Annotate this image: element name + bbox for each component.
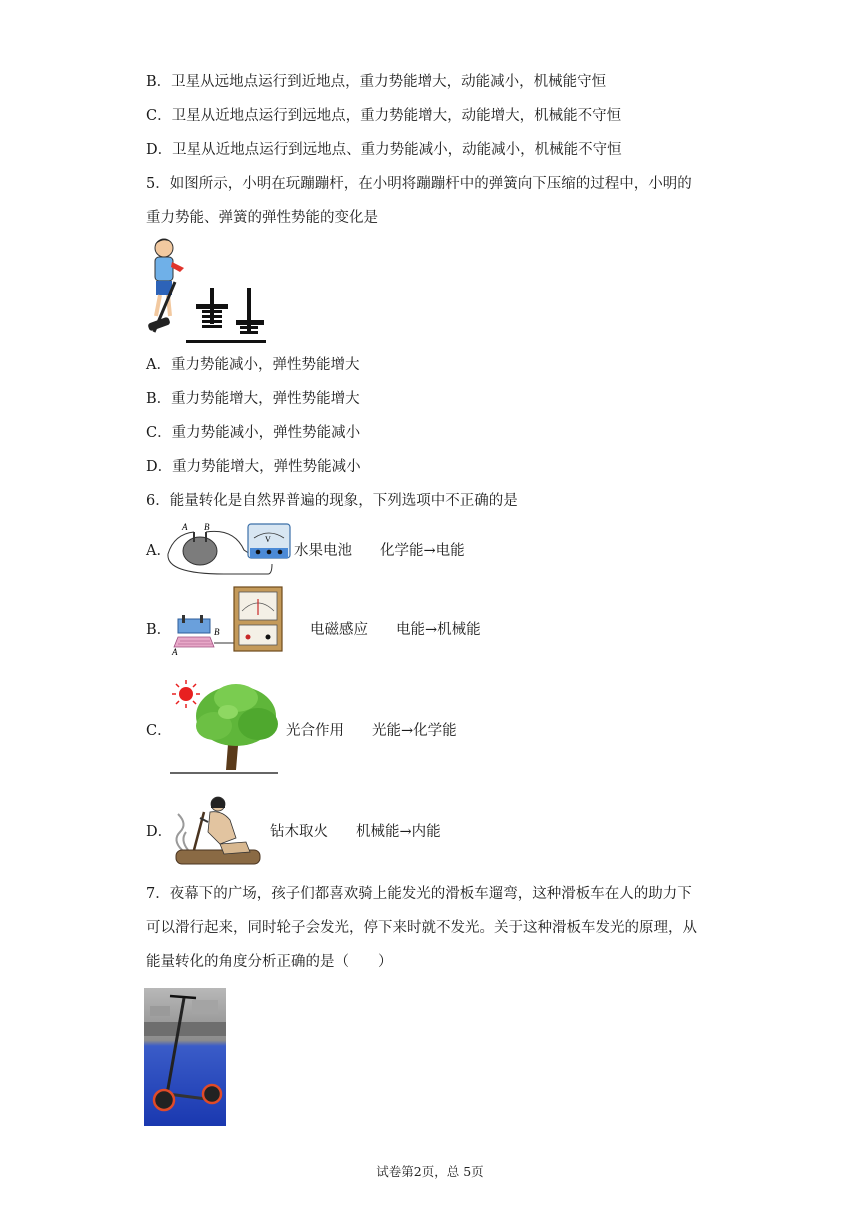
q4-option-d — [146, 140, 622, 160]
phenomenon-name: 水果电池 — [294, 543, 352, 559]
q5-option-c — [146, 423, 360, 443]
q6-option-c-text — [286, 721, 457, 741]
option-label: C． — [146, 108, 172, 124]
option-label: D． — [146, 142, 173, 158]
q5-stem-line-1: 5．如图所示，小明在玩蹦蹦杆，在小明将蹦蹦杆中的弹簧向下压缩的过程中，小明的 — [146, 176, 692, 192]
q6-option-d-label: D． — [146, 824, 173, 840]
option-text: 重力势能减小，弹性势能增大 — [170, 357, 360, 373]
q4-option-c — [146, 106, 621, 126]
q4-option-b — [146, 72, 606, 92]
option-text: 卫星从近地点运行到远地点，重力势能增大，动能增大，机械能不守恒 — [171, 108, 622, 124]
smoke-icon — [176, 814, 188, 850]
electrode-b-label: B — [204, 522, 210, 532]
energy-conversion: 光能→化学能 — [372, 723, 457, 739]
q5-option-d — [146, 457, 361, 477]
photosynthesis-figure — [166, 678, 282, 778]
electrode-a-label: A — [182, 522, 188, 532]
energy-conversion: 化学能→电能 — [380, 543, 465, 559]
sun-icon — [172, 680, 200, 708]
option-label: B． — [146, 74, 172, 90]
phenomenon-name: 电磁感应 — [310, 622, 368, 638]
q7-stem-line-3: 能量转化的角度分析正确的是（ ） — [146, 954, 393, 970]
page-footer: 试卷第2页，总 5页 — [376, 1164, 484, 1179]
phenomenon-name: 钻木取火 — [270, 824, 328, 840]
option-label: A． — [146, 357, 171, 373]
rod-a-label: A — [172, 647, 178, 655]
q5-option-b — [146, 389, 360, 409]
fruit-battery-figure — [164, 520, 292, 580]
option-text: 卫星从远地点运行到近地点，重力势能增大，动能减小，机械能守恒 — [171, 74, 607, 90]
option-text: 重力势能减小，弹性势能减小 — [171, 425, 361, 441]
pogo-stick-figure — [144, 234, 268, 346]
option-text: 重力势能增大，弹性势能减小 — [172, 459, 361, 475]
voltmeter-label: V — [265, 535, 271, 544]
glowing-scooter-photo — [144, 988, 226, 1126]
option-label: C． — [146, 425, 172, 441]
drilling-wood-fire-figure — [164, 792, 264, 870]
q6-option-c-label: C． — [146, 723, 172, 739]
energy-conversion: 机械能→内能 — [356, 824, 441, 840]
q5-option-a — [146, 355, 359, 375]
option-label: B． — [146, 391, 172, 407]
q6-option-b-text — [310, 620, 481, 640]
energy-conversion: 电能→机械能 — [396, 622, 481, 638]
phenomenon-name: 光合作用 — [286, 723, 344, 739]
q6-option-b-label: B． — [146, 622, 172, 638]
option-label: D． — [146, 459, 173, 475]
q5-stem-line-2: 重力势能、弹簧的弹性势能的变化是 — [146, 210, 378, 226]
rod-b-label: B — [214, 627, 220, 637]
electromagnetic-induction-figure — [170, 585, 288, 655]
q6-option-a-label: A． — [146, 543, 171, 559]
q6-stem: 6．能量转化是自然界普遍的现象，下列选项中不正确的是 — [146, 493, 518, 509]
option-text: 重力势能增大，弹性势能增大 — [171, 391, 360, 407]
q7-stem-line-2: 可以滑行起来，同时轮子会发光，停下来时就不发光。关于这种滑板车发光的原理，从 — [146, 920, 697, 936]
q6-option-a-text — [294, 541, 465, 561]
q6-option-d-text — [270, 822, 441, 842]
q7-stem-line-1: 7．夜幕下的广场，孩子们都喜欢骑上能发光的滑板车遛弯，这种滑板车在人的助力下 — [146, 886, 692, 902]
option-text: 卫星从近地点运行到远地点、重力势能减小，动能减小，机械能不守恒 — [172, 142, 622, 158]
